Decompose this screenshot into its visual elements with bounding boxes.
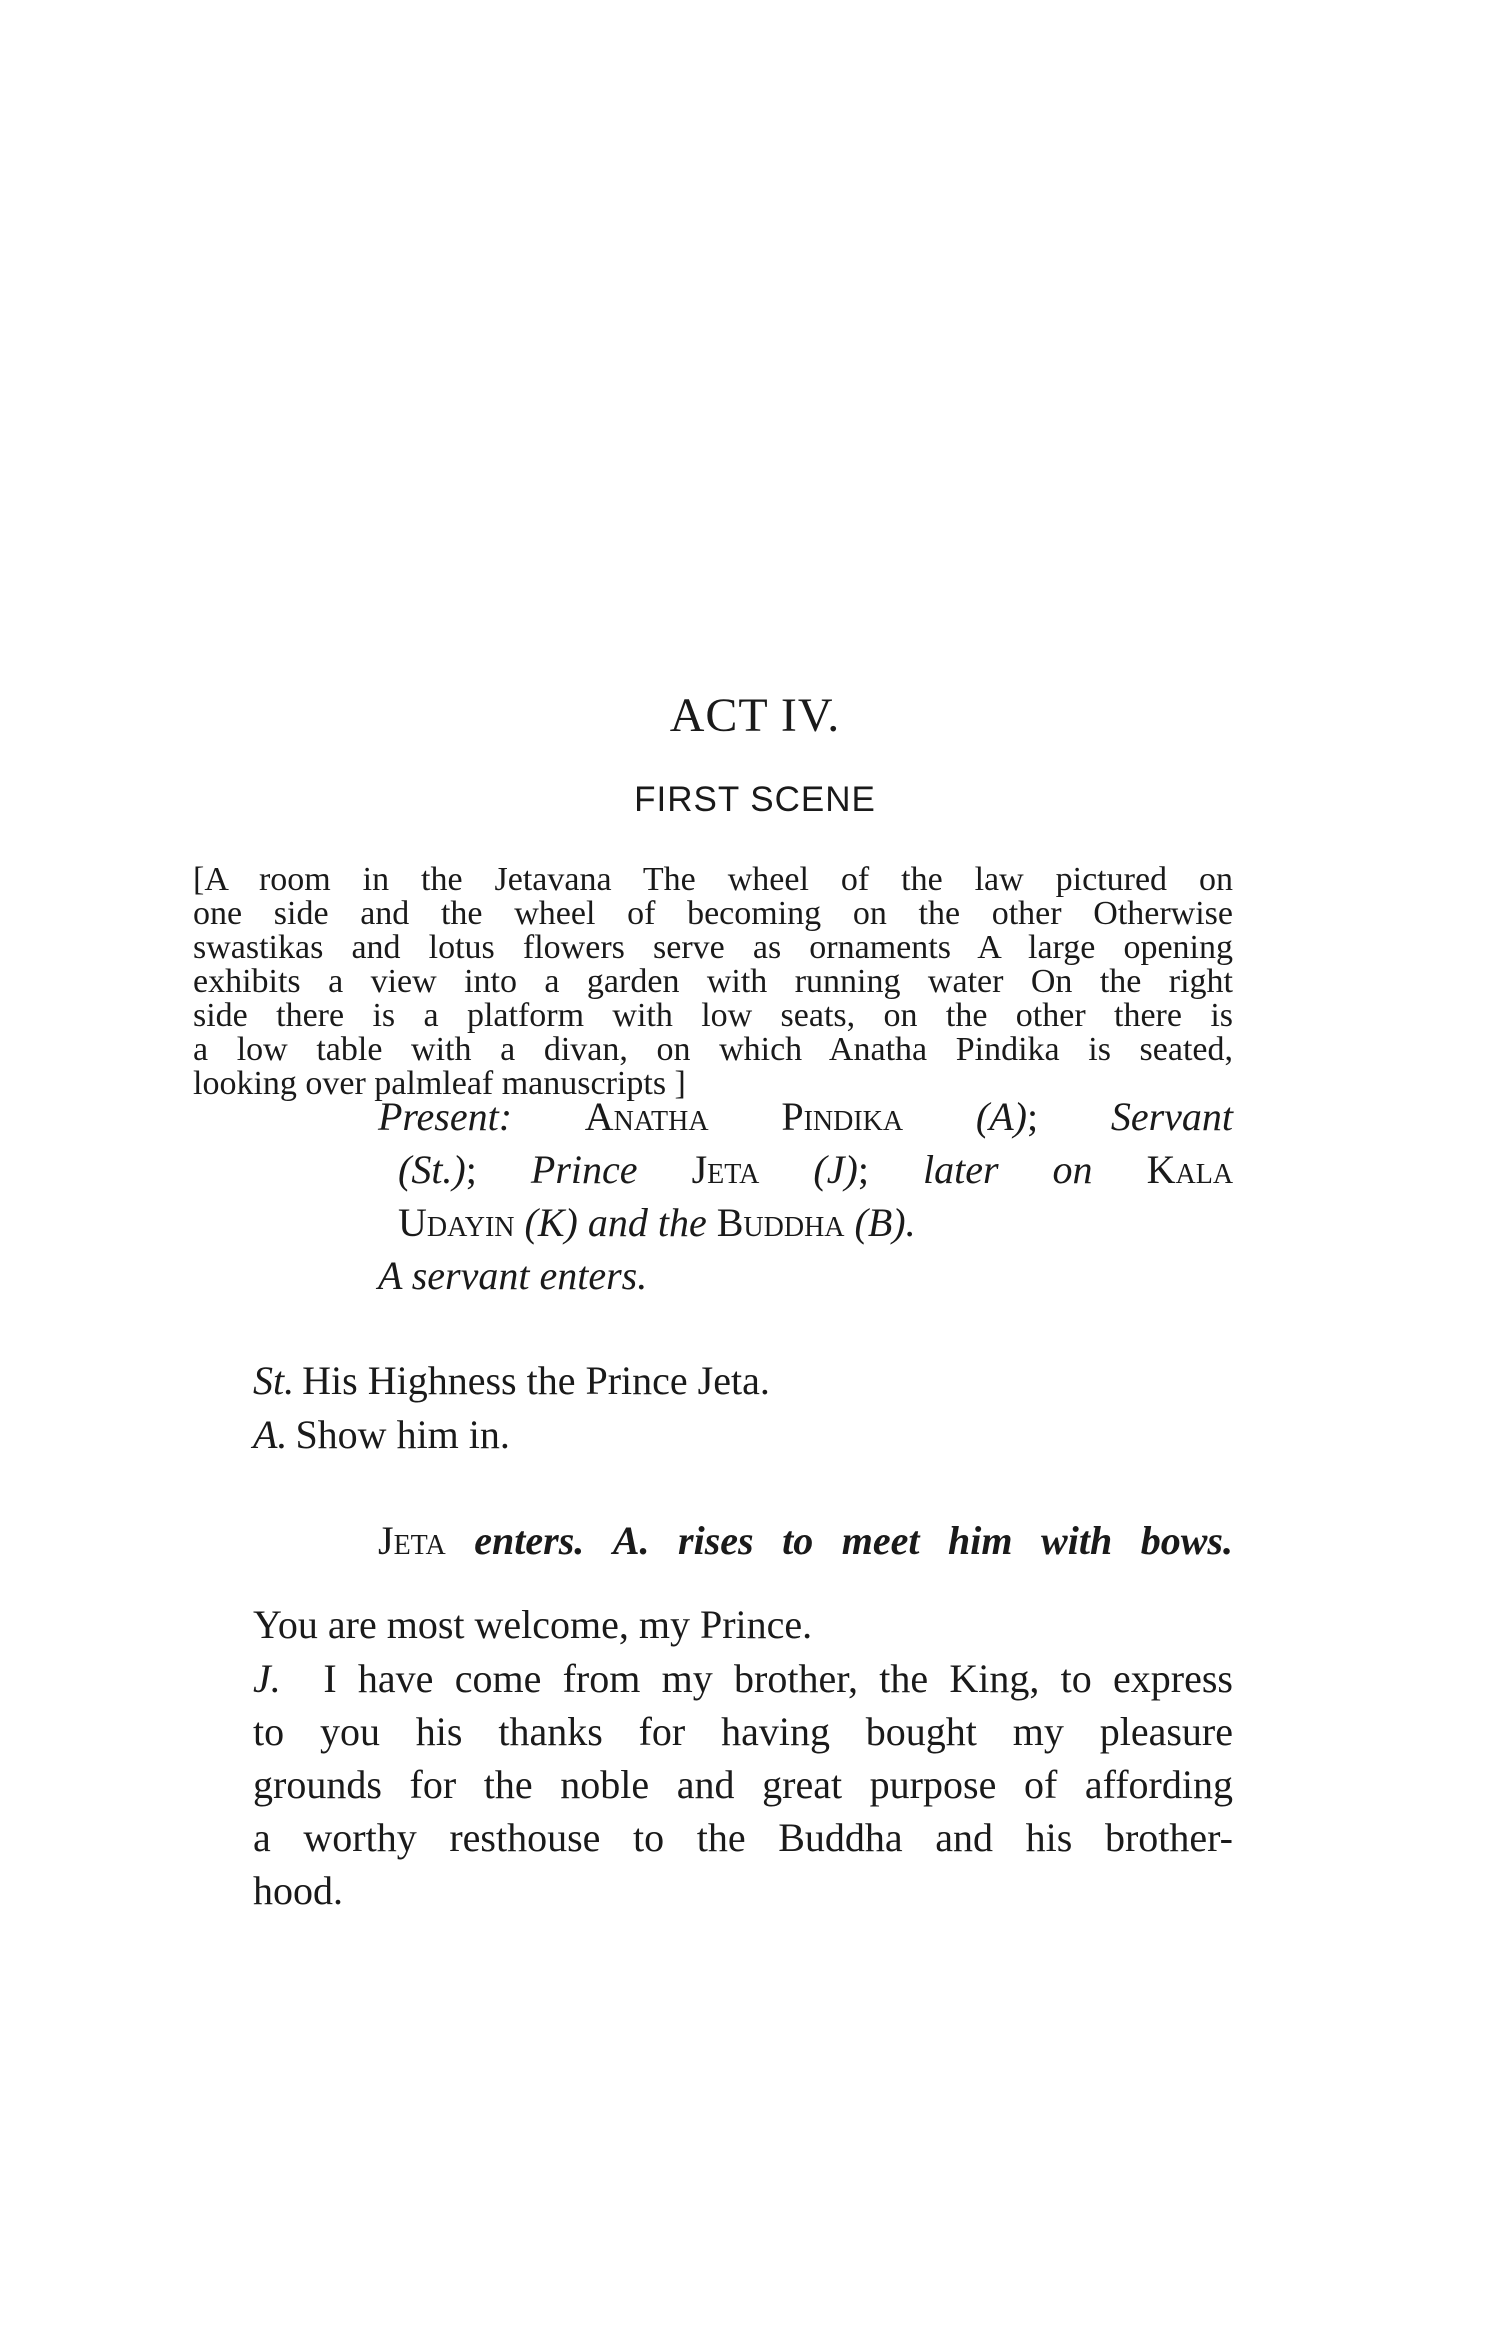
character-servant: Servant [1110, 1094, 1234, 1139]
character-udayin: Udayin [398, 1200, 515, 1245]
character-jeta: Jeta [378, 1518, 446, 1563]
stage-direction [193, 863, 1233, 1101]
abbr-a: (A) [975, 1094, 1027, 1139]
stage-direction-line: side there is a platform with low seats, on the other there is [193, 997, 1233, 1034]
servant-enters: A servant enters. [378, 1253, 648, 1298]
enters-word: enters. [474, 1518, 585, 1563]
speech-text: His Highness the Prince Jeta. [302, 1358, 770, 1403]
speech-jeta [253, 1652, 1233, 1705]
speech-anatha [253, 1408, 1233, 1461]
abbr-a: A. [612, 1518, 650, 1563]
character-buddha: Buddha [716, 1200, 845, 1245]
dramatis-personae [378, 1090, 1233, 1302]
present-line-2: (St.); Prince Jeta (J); later on Kala [398, 1147, 1234, 1192]
abbr-k: (K) [524, 1200, 578, 1245]
speech-text: You are most welcome, my Prince. [253, 1602, 813, 1647]
speaker-j: J. [253, 1656, 281, 1701]
speech-jeta-cont [253, 1705, 1233, 1917]
stage-direction-line: swastikas and lotus flowers serve as ornaments A large opening [193, 929, 1233, 966]
rises-text: rises to meet him with bows. [678, 1518, 1233, 1563]
speech-welcome [253, 1598, 1233, 1651]
character-kala: Kala [1146, 1147, 1234, 1192]
later-on: later on [922, 1147, 1093, 1192]
scene-title: FIRST SCENE [634, 780, 876, 819]
speaker-st: St. [253, 1358, 295, 1403]
speech-line: grounds for the noble and great purpose of affording [253, 1762, 1233, 1807]
speech-line [253, 1652, 1233, 1705]
stage-direction-jeta-enters [378, 1514, 1233, 1567]
present-label: Present: [378, 1094, 513, 1139]
speech-line-text: I have come from my brother, the King, to express [323, 1656, 1233, 1701]
speech-line: to you his thanks for having bought my pleasure [253, 1709, 1233, 1754]
stage-direction-line: a low table with a divan, on which Anatha Pindika is seated, [193, 1031, 1233, 1068]
stage-direction-line: exhibits a view into a garden with running water On the right [193, 963, 1233, 1000]
speech-servant [253, 1354, 1233, 1407]
speech-line: hood. [253, 1868, 343, 1913]
character-jeta: Jeta [691, 1147, 760, 1192]
abbr-b: (B). [854, 1200, 916, 1245]
and-the: and the [587, 1200, 707, 1245]
abbr-st: (St.) [398, 1147, 466, 1192]
stage-direction-line: looking over palmleaf manuscripts ] [193, 1065, 686, 1102]
speaker-a: A. [253, 1412, 288, 1457]
speech-text: Show him in. [295, 1412, 510, 1457]
stage-direction-line: [A room in the Jetavana The wheel of the law pictured on [193, 861, 1233, 898]
character-anatha: Anatha Pindika [584, 1094, 904, 1139]
stage-direction-line: one side and the wheel of becoming on the other Otherwise [193, 895, 1233, 932]
present-line-1: Present: Anatha Pindika (A); Servant [378, 1094, 1234, 1139]
act-title: ACT IV. [669, 689, 841, 742]
speech-line: a worthy resthouse to the Buddha and his brother- [253, 1815, 1233, 1860]
present-line-3 [378, 1196, 1233, 1249]
prince-word: Prince [530, 1147, 638, 1192]
abbr-j: (J) [813, 1147, 858, 1192]
